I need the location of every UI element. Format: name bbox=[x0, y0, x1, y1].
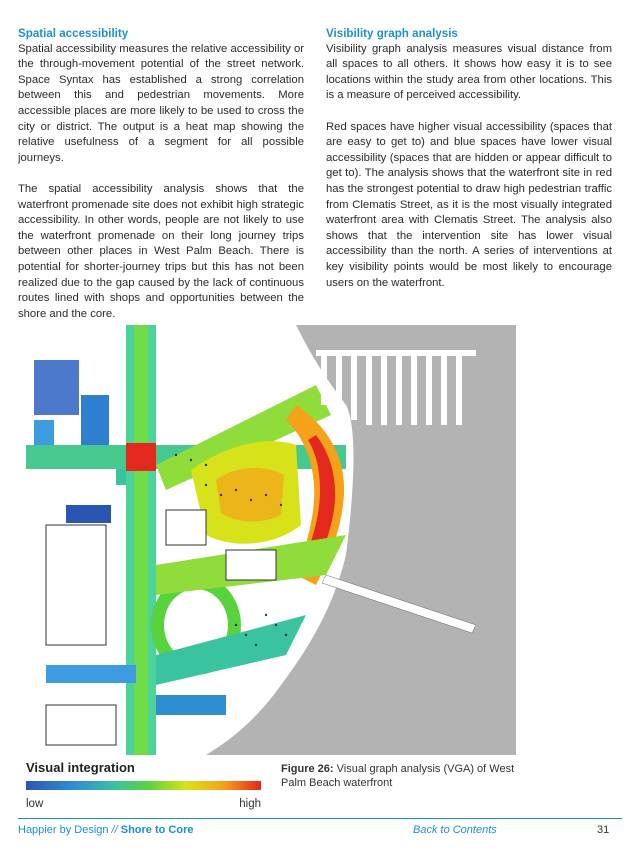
figure-caption bbox=[281, 762, 521, 790]
section-heading: Visibility graph analysis bbox=[326, 27, 458, 40]
body-paragraph: Spatial accessibility measures the relative accessibility or the through-movement potential of the street network. Space Syntax has established a strong correlation between this and pedestrian movements. More accessible places are more likely to be used to cross the city or district. The output is a heat map showing the relative usefulness of a segment for all possible journeys. bbox=[18, 42, 304, 164]
visibility-graph-section bbox=[326, 26, 612, 307]
visual-integration-legend bbox=[26, 760, 261, 812]
legend-low-label: low bbox=[26, 798, 44, 810]
figure-label: Figure 26: bbox=[281, 763, 334, 775]
section-name: Shore to Core bbox=[120, 824, 194, 836]
page-number: 31 bbox=[597, 824, 610, 836]
legend-labels bbox=[26, 798, 261, 812]
footer-divider bbox=[18, 818, 622, 819]
legend-high-label: high bbox=[239, 798, 261, 810]
vga-heat-map bbox=[26, 325, 516, 755]
spatial-accessibility-section bbox=[18, 26, 304, 338]
back-to-contents-link[interactable]: Back to Contents bbox=[413, 824, 497, 836]
body-paragraph: Visibility graph analysis measures visual distance from all spaces to all others. It shows how easy it is to see locations within the study area from other locations. This is a measure of perceived accessibility. bbox=[326, 42, 612, 102]
heat-map-graphic bbox=[26, 325, 516, 755]
publication-name: Happier by Design bbox=[18, 824, 109, 836]
footer-separator: // bbox=[108, 824, 121, 836]
figure-caption-text: Visual graph analysis (VGA) of West Palm Beach waterfront bbox=[281, 763, 515, 789]
legend-title: Visual integration bbox=[26, 760, 135, 775]
footer-title bbox=[18, 824, 193, 836]
body-paragraph: Red spaces have higher visual accessibility (spaces that are easy to get to) and blue spaces have lower visual accessibility (spaces that are hidden or appear difficult to get to). The analysis shows that the waterfront site in red has the strongest potential to draw high pedestrian traffic from Clematis Street, as it is the most visually integrated waterfront area with Clematis Street. The analysis also shows that the intervention site has lower visual accessibility than the north. A series of interventions at key visibility points would be most likely to encourage users on the waterfront. bbox=[326, 120, 612, 289]
legend-color-ramp bbox=[26, 781, 261, 790]
section-heading: Spatial accessibility bbox=[18, 27, 129, 40]
body-paragraph: The spatial accessibility analysis shows that the waterfront promenade site does not exhibit high strategic accessibility. In other words, people are not likely to use the waterfront promenade on their long journey trips between other places in West Palm Beach. There is potential for shorter-journey trips but this has not been realized due to the gap caused by the lack of continuous routes lined with shops and opportunities between the shore and the core. bbox=[18, 182, 304, 320]
